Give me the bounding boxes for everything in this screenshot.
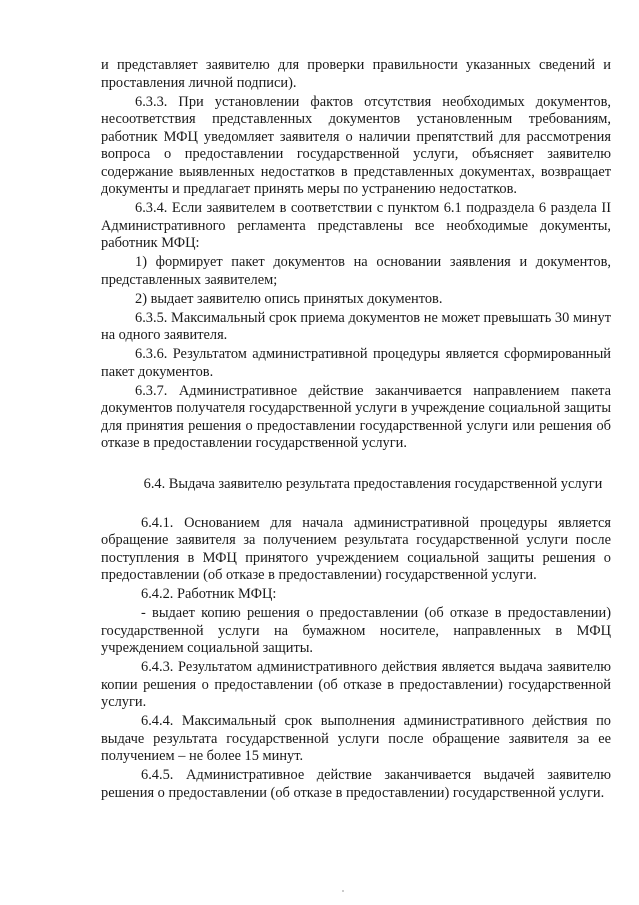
paragraph-6-3-6: 6.3.6. Результатом административной процедуры является сформированный пакет документов.: [101, 346, 611, 380]
paragraph-6-4-4: 6.4.4. Максимальный срок выполнения административного действия по выдаче результата государственной услуги после обращение заявителя за ее получением – не более 15 минут.: [101, 713, 611, 764]
paragraph-continuation: и представляет заявителю для проверки правильности указанных сведений и проставления личной подписи).: [101, 57, 611, 91]
section-heading: 6.4. Выдача заявителю результата предоставления государственной услуги: [143, 475, 603, 492]
paragraph-6-3-7: 6.3.7. Административное действие заканчивается направлением пакета документов получателя государственной услуги в учреждение социальной защиты для принятия решения о предоставлении государственной услуги или решения об отказе в предоставлении государственной услуги.: [101, 382, 611, 451]
paragraph-6-3-4: 6.3.4. Если заявителем в соответствии с пунктом 6.1 подраздела 6 раздела II Административного регламента представлены все необходимые документы, работник МФЦ:: [101, 200, 611, 251]
paragraph-6-4-2-item: - выдает копию решения о предоставлении (об отказе в предоставлении) государственной услуги на бумажном носителе, направленных в МФЦ учреждением социальной защиты.: [101, 605, 611, 656]
paragraph-6-3-5: 6.3.5. Максимальный срок приема документов не может превышать 30 минут на одного заявителя.: [101, 309, 611, 343]
scan-speck: [342, 890, 344, 892]
paragraph-6-4-3: 6.4.3. Результатом административного действия является выдача заявителю копии решения о предоставлении (об отказе в предоставлении) государственной услуги.: [101, 659, 611, 710]
list-item-1: 1) формирует пакет документов на основании заявления и документов, представленных заявителем;: [101, 254, 611, 288]
paragraph-6-4-2: 6.4.2. Работник МФЦ:: [141, 586, 277, 602]
document-body: [101, 57, 611, 804]
paragraph-6-4-5: 6.4.5. Административное действие заканчивается выдачей заявителю решения о предоставлении (об отказе в предоставлении) государственной услуги.: [101, 767, 611, 801]
list-item-2: 2) выдает заявителю опись принятых документов.: [135, 290, 443, 307]
paragraph-6-3-3: 6.3.3. При установлении фактов отсутствия необходимых документов, несоответствия представленных документов установленным требованиям, работник МФЦ уведомляет заявителя о наличии препятствий для рассмотрения вопроса о предоставлении государственной услуги, объясняет заявителю содержание выявленных недостатков в представленных документах, возвращает документы и предлагает принять меры по устранению недостатков.: [101, 93, 611, 197]
paragraph-6-4-1: 6.4.1. Основанием для начала административной процедуры является обращение заявителя за получением результата государственной услуги после поступления в МФЦ принятого учреждением социальной защиты решения о предоставлении (об отказе в предоставлении) государственной услуги.: [101, 514, 611, 583]
